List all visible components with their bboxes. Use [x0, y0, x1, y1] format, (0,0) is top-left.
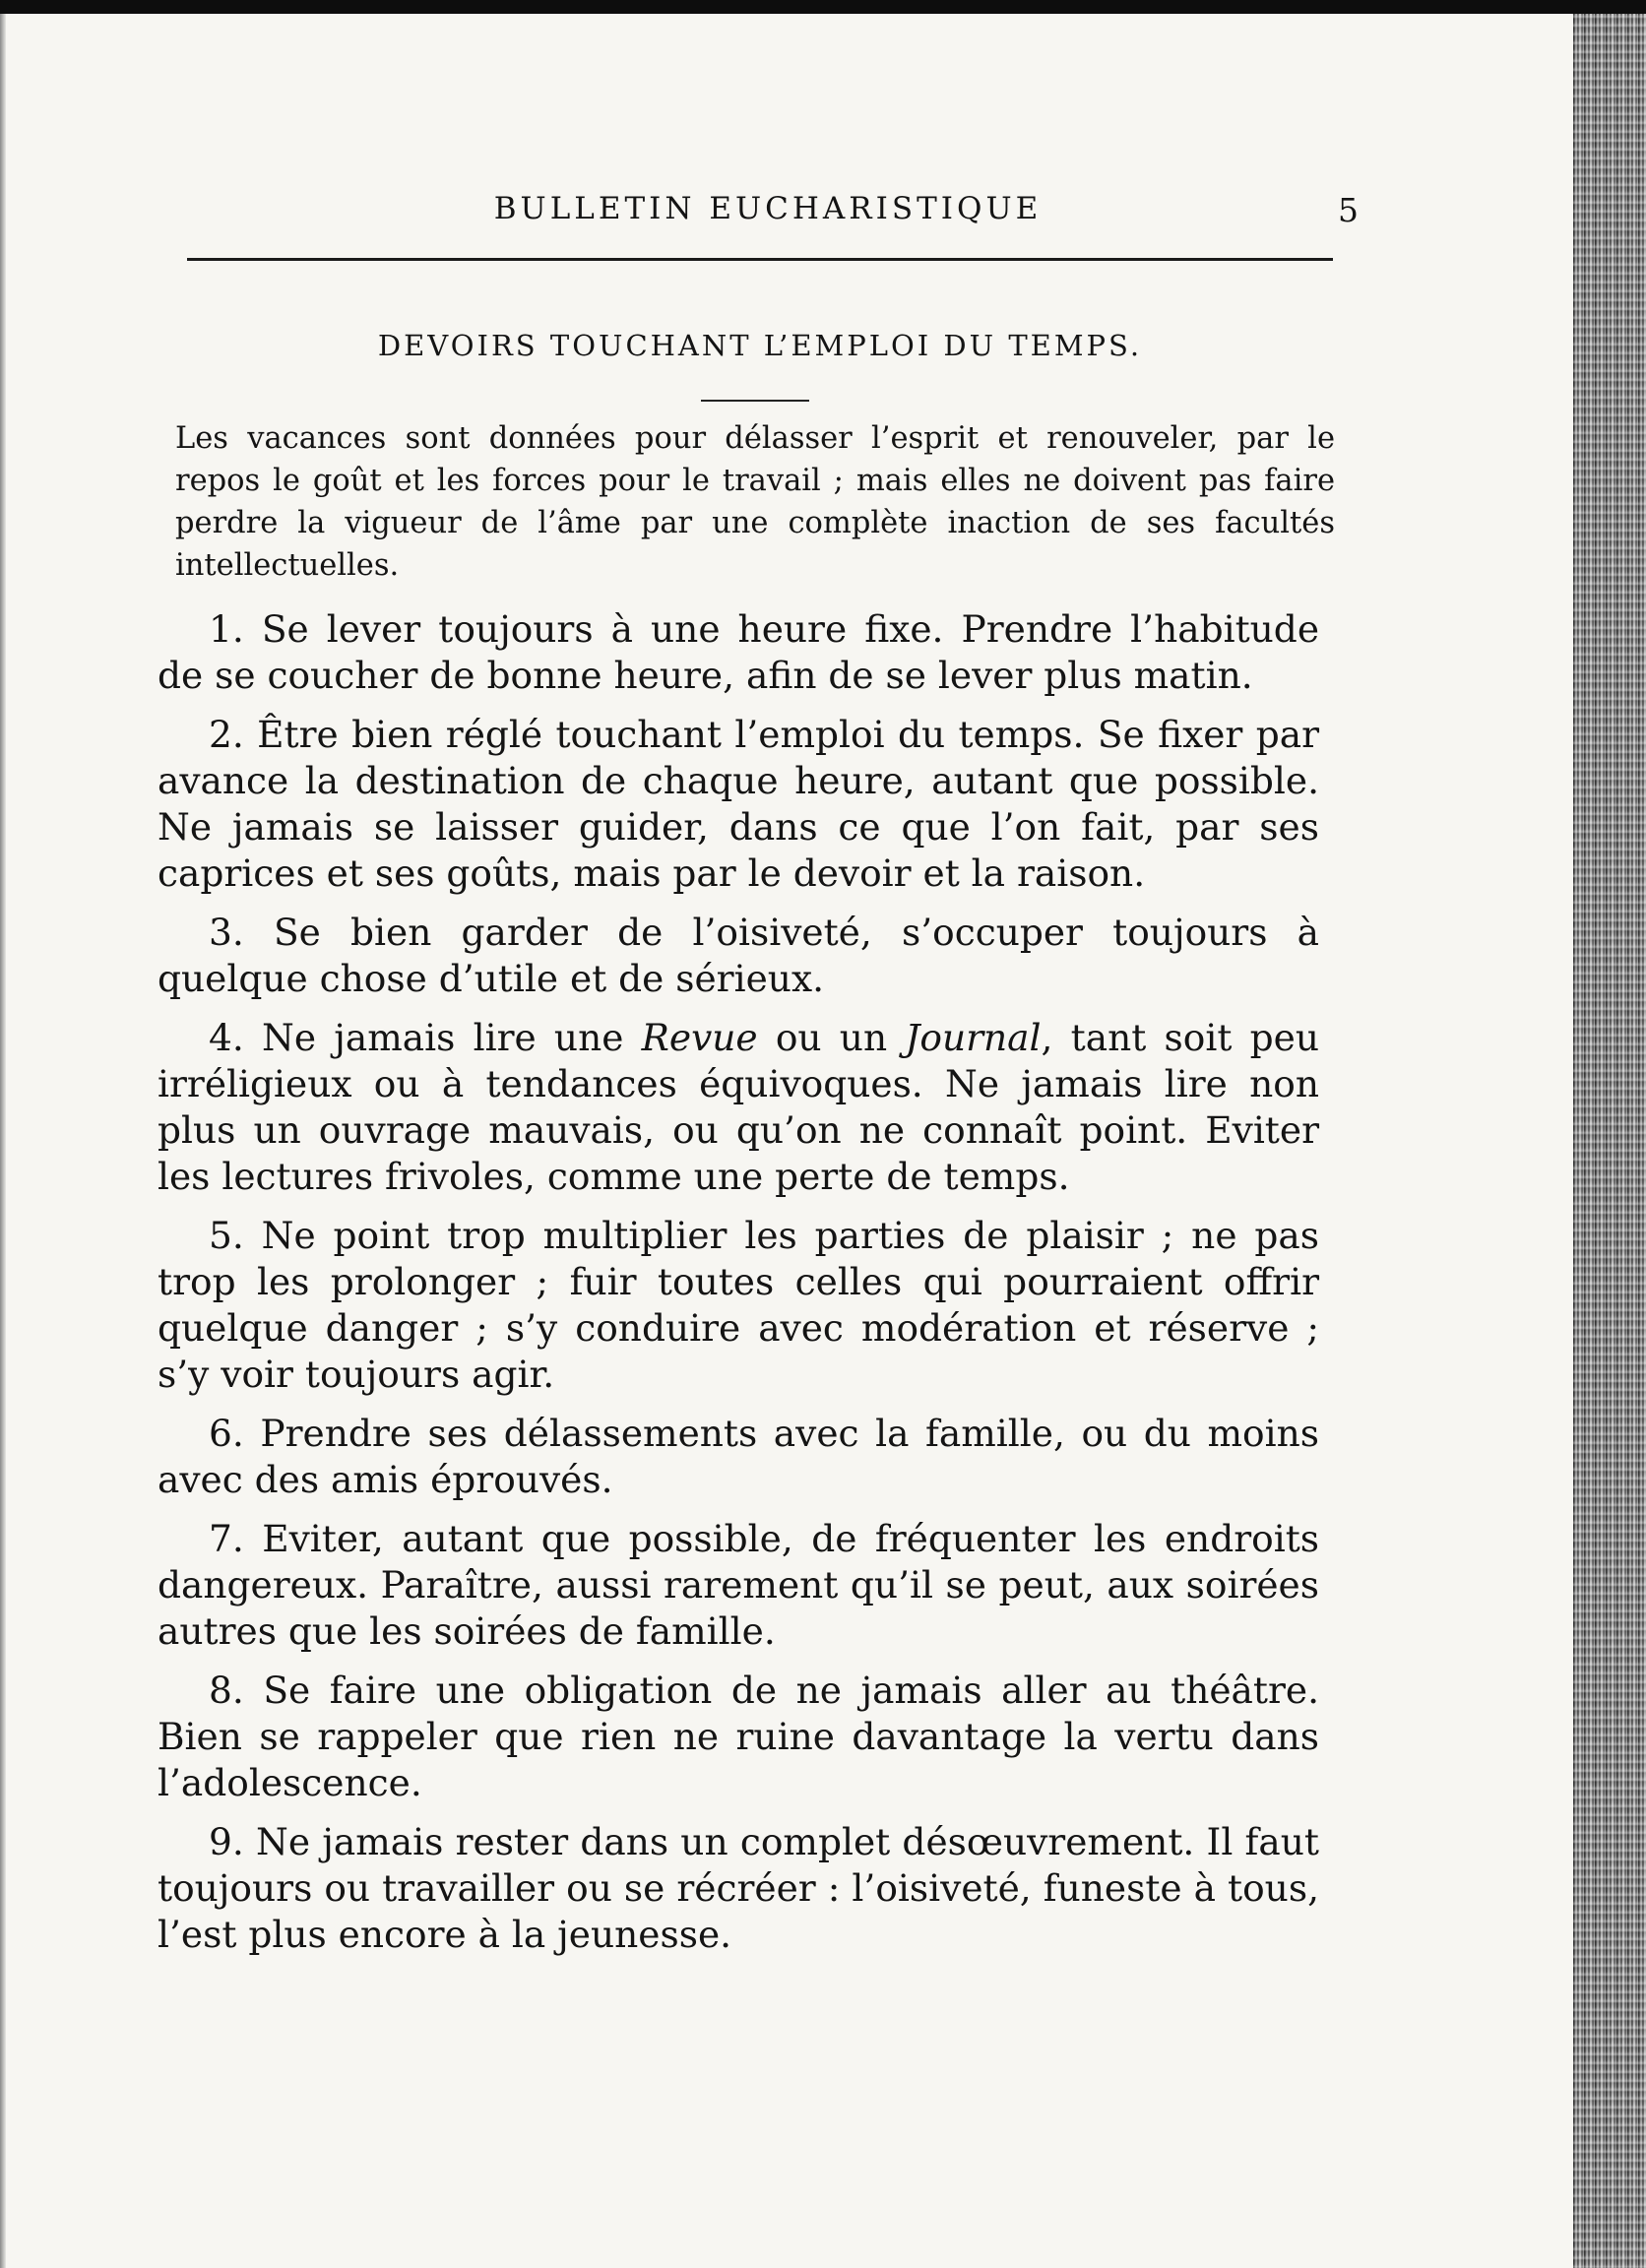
- item-number: 3.: [209, 911, 244, 954]
- item-number: 2.: [209, 713, 244, 756]
- item-italic-revue: Revue: [641, 1016, 758, 1059]
- list-item: [158, 1213, 1319, 1398]
- running-head: [187, 185, 1359, 234]
- list-item: [158, 606, 1319, 699]
- list-item: [158, 910, 1319, 1002]
- scan-left-edge: [0, 14, 6, 2268]
- list-item: [158, 712, 1319, 897]
- item-text: Ne jamais rester dans un complet désœuvrement. Il faut toujours ou travailler ou se récréer : l’oisiveté, funeste à tous, l’est plus encore à la jeunesse.: [158, 1820, 1319, 1956]
- book-page-edges: [1573, 14, 1646, 2268]
- list-item: [158, 1411, 1319, 1503]
- list-item: [158, 1668, 1319, 1806]
- title-divider: [701, 400, 809, 402]
- intro-paragraph: Les vacances sont données pour délasser l’esprit et renouveler, par le repos le goût et les forces pour le travail ; mais elles ne doivent pas faire perdre la vigueur de l’âme par une complète inaction de ses facultés intellectuelles.: [175, 421, 1335, 583]
- item-text: Eviter, autant que possible, de fréquenter les endroits dangereux. Paraître, aussi rarement qu’il se peut, aux soirées autres que les soirées de famille.: [158, 1517, 1320, 1653]
- header-rule: [187, 258, 1333, 261]
- section-title: DEVOIRS TOUCHANT L’EMPLOI DU TEMPS.: [377, 329, 1143, 362]
- item-number: 8.: [209, 1669, 244, 1712]
- item-text: Ne point trop multiplier les parties de plaisir ; ne pas trop les prolonger ; fuir toutes celles qui pourraient offrir quelque danger ; s’y conduire avec modération et réserve ; s’y voir toujours agir.: [158, 1214, 1319, 1396]
- list-item: [158, 1819, 1319, 1958]
- item-text: Se bien garder de l’oisiveté, s’occuper toujours à quelque chose d’utile et de sérieux.: [158, 911, 1320, 1000]
- item-italic-journal: Journal: [905, 1016, 1042, 1059]
- item-number: 9.: [209, 1820, 244, 1863]
- item-text: Prendre ses délassements avec la famille, ou du moins avec des amis éprouvés.: [158, 1412, 1319, 1501]
- item-number: 4.: [209, 1016, 244, 1059]
- list-item: [158, 1015, 1319, 1200]
- item-text: ou un: [757, 1016, 906, 1059]
- item-text: Être bien réglé touchant l’emploi du temps. Se fixer par avance la destination de chaque heure, autant que possible. Ne jamais se laisser guider, dans ce que l’on fait, par ses caprices et ses goûts, mais par le devoir et la raison.: [158, 713, 1320, 895]
- item-number: 5.: [209, 1214, 244, 1257]
- page-number: 5: [1338, 191, 1359, 229]
- item-number: 6.: [209, 1412, 244, 1455]
- item-number: 1.: [209, 607, 244, 651]
- list-item: [158, 1516, 1319, 1655]
- duties-list: [158, 606, 1319, 1971]
- item-text: Se faire une obligation de ne jamais aller au théâtre. Bien se rappeler que rien ne ruine davantage la vertu dans l’adolescence.: [158, 1669, 1320, 1804]
- scan-top-border: [0, 0, 1646, 14]
- item-text: , tant soit peu irréligieux ou à tendances équivoques. Ne jamais lire non plus un ouvrage mauvais, ou qu’on ne connaît point. Eviter les lectures frivoles, comme une perte de temps.: [158, 1016, 1320, 1198]
- running-title: BULLETIN EUCHARISTIQUE: [493, 191, 1043, 226]
- item-text: Se lever toujours à une heure fixe. Prendre l’habitude de se coucher de bonne heure, afin de se lever plus matin.: [158, 607, 1320, 697]
- item-text: Ne jamais lire une: [262, 1016, 642, 1059]
- item-number: 7.: [209, 1517, 244, 1560]
